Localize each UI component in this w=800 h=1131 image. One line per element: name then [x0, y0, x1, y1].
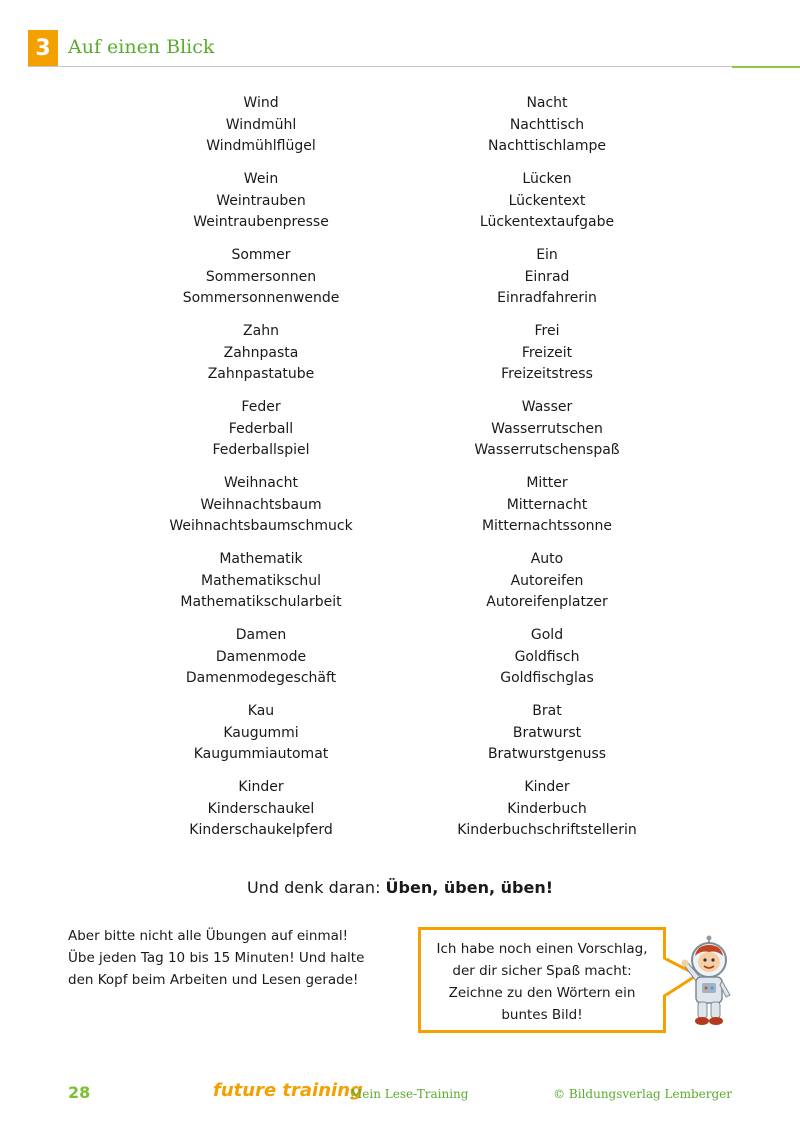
word: Kaugummi: [223, 724, 299, 741]
word: Mitter: [526, 475, 568, 491]
word: Goldfisch: [514, 648, 580, 665]
word: Sommer: [231, 247, 291, 263]
word: Nachttisch: [509, 116, 585, 133]
word: Weintraubenpresse: [193, 214, 329, 230]
brand-subtitle: Mein Lese-Training: [350, 1087, 469, 1101]
word: Weihnacht: [224, 475, 298, 491]
word-group: [387, 93, 707, 169]
advice-line: Übe jeden Tag 10 bis 15 Minuten! Und halte: [68, 950, 365, 966]
word: Gold: [530, 627, 564, 643]
word-list-left: [101, 93, 421, 853]
word: Kinderbuch: [507, 800, 587, 817]
reminder-line: [0, 878, 800, 897]
word: Auto: [530, 551, 564, 567]
word: Wasser: [521, 399, 573, 415]
word: Wind: [243, 95, 279, 111]
word: Lückentextaufgabe: [479, 214, 615, 230]
word: Damenmodegeschäft: [185, 670, 337, 686]
word: Mitternacht: [506, 496, 588, 513]
word-group: [101, 549, 421, 625]
word: Windmühlflügel: [206, 138, 316, 154]
word-group: [387, 321, 707, 397]
speech-line: der dir sicher Spaß macht:: [452, 963, 632, 979]
word: Bratwurst: [512, 724, 582, 741]
word-group: [387, 625, 707, 701]
word: Weihnachtsbaumschmuck: [169, 518, 353, 534]
speech-line: buntes Bild!: [501, 1007, 583, 1023]
word-group: [101, 321, 421, 397]
word: Zahnpastatube: [207, 366, 315, 382]
chapter-number-badge: 3: [28, 30, 58, 67]
word-group: [101, 473, 421, 549]
copyright-notice: © Bildungsverlag Lemberger: [553, 1087, 732, 1101]
speech-bubble: [418, 927, 666, 1033]
word: Damenmode: [215, 648, 307, 665]
word: Damen: [235, 627, 287, 643]
word: Wasserrutschen: [491, 420, 603, 437]
word: Frei: [534, 323, 560, 339]
advice-line: Aber bitte nicht alle Übungen auf einmal!: [68, 928, 349, 944]
word-group: [101, 93, 421, 169]
word: Kau: [247, 703, 275, 719]
word: Brat: [532, 703, 562, 719]
word: Mathematikschularbeit: [180, 594, 342, 610]
word: Weihnachtsbaum: [200, 496, 322, 513]
word: Kinder: [238, 779, 284, 795]
brand-logo: future training: [213, 1080, 363, 1101]
word: Mitternachtssonne: [481, 518, 613, 534]
word: Kaugummiautomat: [193, 746, 329, 762]
word: Mathematik: [219, 551, 303, 567]
page-number: 28: [68, 1083, 91, 1102]
word: Autoreifenplatzer: [486, 594, 608, 610]
header-divider: [28, 66, 732, 67]
word: Einradfahrerin: [497, 290, 597, 306]
word: Lückentext: [508, 192, 586, 209]
word-group: [387, 245, 707, 321]
reminder-emphasis: Üben, üben, üben!: [385, 878, 553, 897]
word-group: [101, 777, 421, 853]
word: Zahnpasta: [223, 344, 299, 361]
word-group: [387, 701, 707, 777]
word-group: [387, 169, 707, 245]
header-accent-line: [732, 66, 800, 68]
word: Freizeitstress: [501, 366, 593, 382]
word: Nacht: [526, 95, 568, 111]
word-group: [101, 169, 421, 245]
word: Kinderbuchschriftstellerin: [457, 822, 637, 838]
word: Kinder: [524, 779, 570, 795]
word-group: [101, 245, 421, 321]
advice-paragraph: [68, 925, 388, 991]
word: Wein: [243, 171, 279, 187]
word: Wasserrutschenspaß: [474, 442, 620, 458]
word: Mathematikschul: [201, 572, 321, 589]
word: Nachttischlampe: [488, 138, 606, 154]
word: Federballspiel: [212, 442, 310, 458]
word-group: [387, 473, 707, 549]
advice-line: den Kopf beim Arbeiten und Lesen gerade!: [68, 972, 359, 988]
word: Kinderschaukelpferd: [189, 822, 333, 838]
word: Autoreifen: [510, 572, 584, 589]
word: Goldfischglas: [500, 670, 594, 686]
word-group: [101, 397, 421, 473]
word: Zahn: [243, 323, 279, 339]
word-list-right: [387, 93, 707, 853]
word: Freizeit: [521, 344, 573, 361]
word-group: [387, 397, 707, 473]
word: Lücken: [522, 171, 572, 187]
word: Einrad: [524, 268, 570, 285]
astronaut-kid-icon: [678, 935, 736, 1027]
word: Kinderschaukel: [207, 800, 315, 817]
word-group: [101, 625, 421, 701]
word-group: [101, 701, 421, 777]
word-group: [387, 777, 707, 853]
word: Windmühl: [225, 116, 297, 133]
page-title: Auf einen Blick: [68, 36, 215, 58]
word: Bratwurstgenuss: [487, 746, 607, 762]
speech-line: Zeichne zu den Wörtern ein: [448, 985, 636, 1001]
word: Feder: [241, 399, 281, 415]
word: Federball: [228, 420, 294, 437]
word: Sommersonnenwende: [182, 290, 340, 306]
word: Sommersonnen: [205, 268, 317, 285]
reminder-prefix: Und denk daran:: [247, 878, 386, 897]
speech-line: Ich habe noch einen Vorschlag,: [436, 941, 648, 957]
word-group: [387, 549, 707, 625]
word: Ein: [536, 247, 558, 263]
word: Weintrauben: [216, 192, 306, 209]
